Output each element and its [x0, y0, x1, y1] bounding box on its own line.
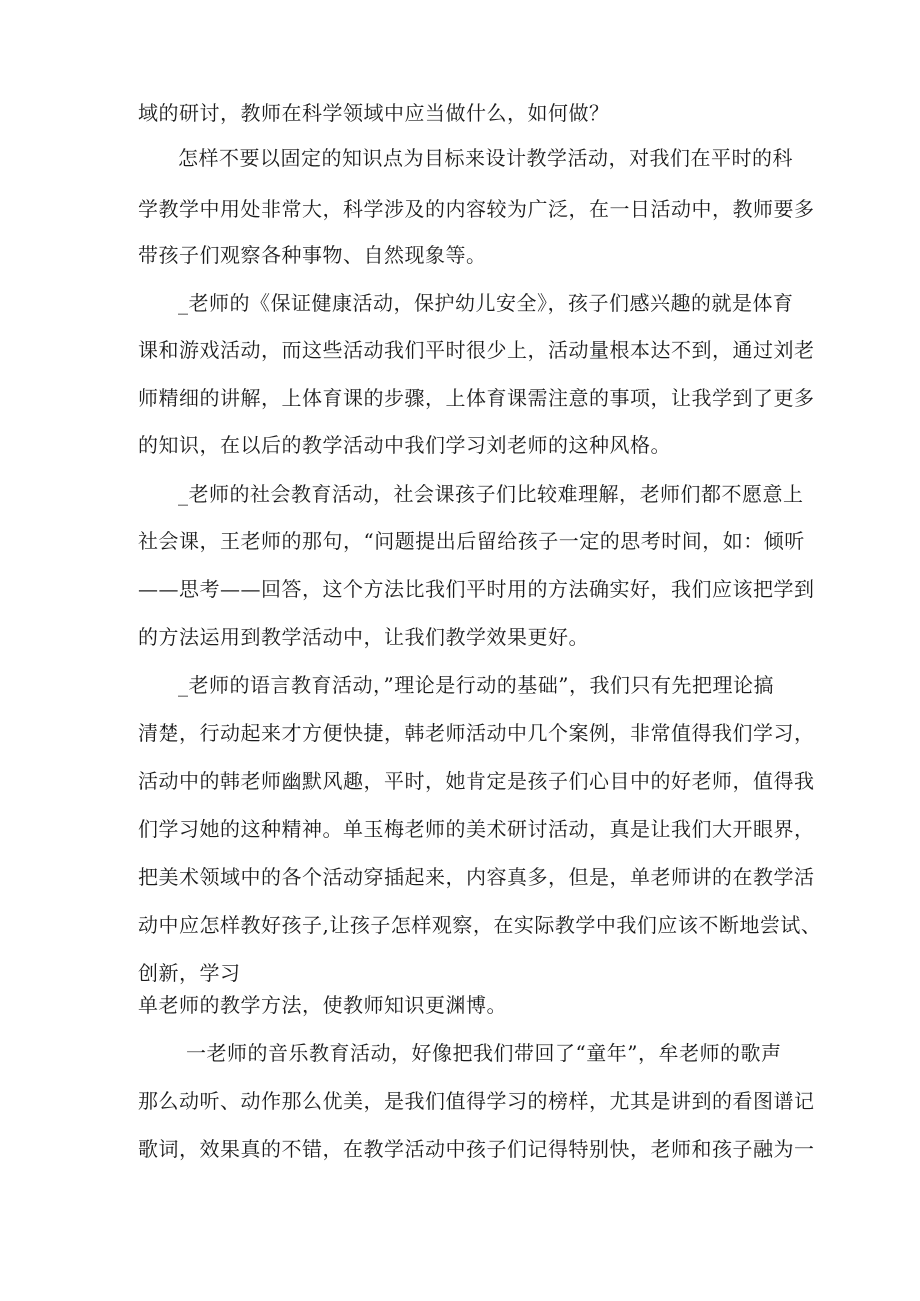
text-line: 活动中的韩老师幽默风趣，平时，她肯定是孩子们心目中的好老师，值得我: [138, 769, 815, 793]
text-line: _老师的语言教育活动，”理论是行动的基础”，我们只有先把理论搞: [178, 673, 774, 697]
text-line: 带孩子们观察各种事物、自然现象等。: [138, 243, 487, 267]
text-line: 社会课，王老师的那句，“问题提出后留给孩子一定的思考时间，如：倾听: [138, 529, 805, 553]
text-line: 域的研讨，教师在科学领域中应当做什么，如何做？: [138, 101, 610, 125]
text-line: 怎样不要以固定的知识点为目标来设计教学活动，对我们在平时的科: [178, 146, 793, 170]
text-line: 歌词，效果真的不错，在教学活动中孩子们记得特别快，老师和孩子融为一: [138, 1137, 815, 1161]
text-line: 课和游戏活动，而这些活动我们平时很少上，活动量根本达不到，通过刘老: [138, 338, 815, 362]
text-line: 们学习她的这种精神。单玉梅老师的美术研讨活动，真是让我们大开眼界，: [138, 817, 815, 841]
text-line: ——思考——回答，这个方法比我们平时用的方法确实好，我们应该把学到: [138, 577, 815, 601]
text-line: 动中应怎样教好孩子,让孩子怎样观察，在实际教学中我们应该不断地尝试、: [138, 913, 822, 937]
text-line: 的方法运用到教学活动中，让我们教学效果更好。: [138, 625, 589, 649]
text-line: _老师的社会教育活动，社会课孩子们比较难理解，老师们都不愿意上: [178, 482, 804, 506]
text-line: 把美术领域中的各个活动穿插起来，内容真多，但是，单老师讲的在教学活: [138, 865, 815, 889]
text-line: 那么动听、动作那么优美，是我们值得学习的榜样，尤其是讲到的看图谱记: [138, 1089, 815, 1113]
text-line: 创新，学习: [138, 961, 241, 985]
text-line: _老师的《保证健康活动，保护幼儿安全》，孩子们感兴趣的就是体育: [178, 291, 794, 315]
text-line: 学教学中用处非常大，科学涉及的内容较为广泛，在一日活动中，教师要多: [138, 197, 815, 221]
text-line: 师精细的讲解，上体育课的步骤，上体育课需注意的事项，让我学到了更多: [138, 386, 815, 410]
text-line: 一老师的音乐教育活动，好像把我们带回了“童年”，牟老师的歌声: [186, 1041, 782, 1065]
text-line: 的知识，在以后的教学活动中我们学习刘老师的这种风格。: [138, 433, 671, 457]
text-line: 单老师的教学方法，使教师知识更渊博。: [138, 993, 507, 1017]
text-line: 清楚，行动起来才方便快捷，韩老师活动中几个案例，非常值得我们学习，: [138, 721, 815, 745]
